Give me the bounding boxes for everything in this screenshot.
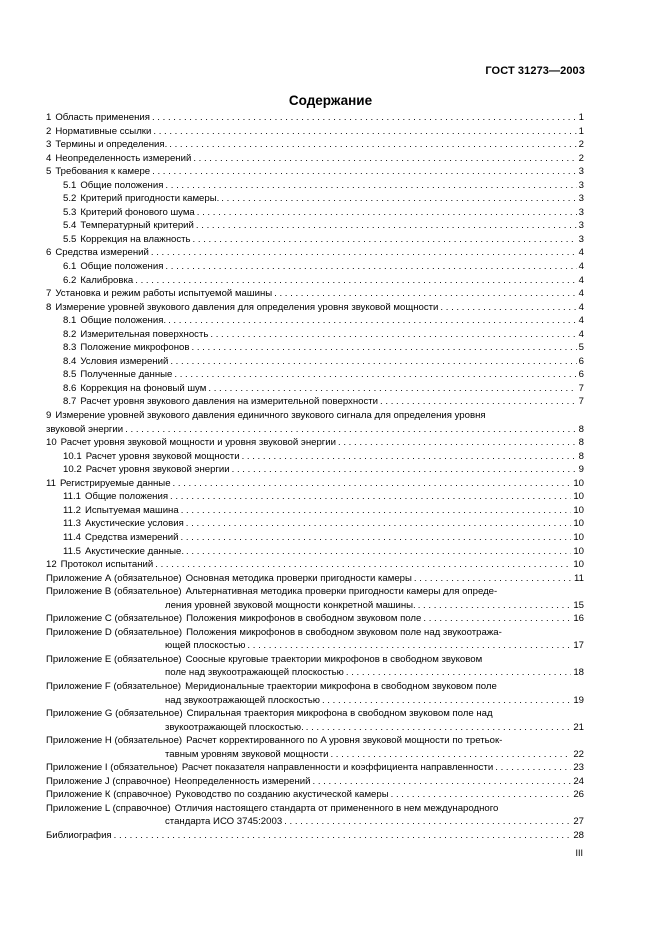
toc-entry-continuation bbox=[46, 666, 584, 680]
table-of-contents bbox=[46, 111, 584, 843]
toc-entry-label: Коррекция на фоновый шум bbox=[80, 382, 207, 394]
toc-entry[interactable] bbox=[46, 125, 584, 139]
toc-entry[interactable] bbox=[46, 775, 584, 789]
toc-entry[interactable] bbox=[46, 341, 584, 355]
toc-entry-label: Расчет показателя направленности и коэффициента направленности bbox=[181, 762, 494, 774]
toc-entry-page: 28 bbox=[573, 829, 584, 841]
toc-entry-number: 10.1 bbox=[63, 450, 82, 462]
toc-entry-label: Критерий пригодности камеры. bbox=[80, 193, 220, 205]
toc-entry-first-line bbox=[46, 802, 584, 816]
toc-entry-prefix: Приложение G (обязательное) bbox=[46, 708, 183, 720]
toc-entry-label: Средства измерений bbox=[84, 531, 179, 543]
toc-entry-number: 8.2 bbox=[63, 328, 77, 340]
toc-entry[interactable] bbox=[46, 355, 584, 369]
toc-entry-page: 2 bbox=[578, 152, 584, 164]
toc-entry-page: 4 bbox=[578, 301, 584, 313]
toc-entry-page: 3 bbox=[578, 179, 584, 191]
toc-entry-continuation bbox=[46, 694, 584, 708]
dot-leader bbox=[170, 355, 576, 369]
toc-entry-label: Расчет уровня звуковой энергии bbox=[85, 464, 230, 476]
toc-entry[interactable] bbox=[46, 111, 584, 125]
toc-entry-label: Регистрируемые данные bbox=[59, 477, 171, 489]
toc-entry[interactable] bbox=[46, 761, 584, 775]
dot-leader bbox=[196, 219, 577, 233]
toc-entry-first-line bbox=[46, 653, 584, 667]
toc-entry-page: 3 bbox=[578, 193, 584, 205]
dot-leader bbox=[210, 328, 576, 342]
dot-leader bbox=[284, 815, 571, 829]
toc-entry-label: Общие положения bbox=[80, 179, 164, 191]
toc-entry-number: 5.1 bbox=[63, 179, 77, 191]
dot-leader bbox=[247, 639, 571, 653]
toc-entry-number: 6.2 bbox=[63, 274, 77, 286]
dot-leader bbox=[495, 761, 571, 775]
toc-entry-label: Расчет уровня звуковой мощности bbox=[85, 450, 240, 462]
dot-leader bbox=[181, 531, 572, 545]
toc-entry-first-line bbox=[46, 409, 584, 423]
dot-leader bbox=[165, 260, 576, 274]
toc-entry-number: 5.2 bbox=[63, 193, 77, 205]
toc-entry-number: 4 bbox=[46, 152, 52, 164]
toc-entry-page: 21 bbox=[573, 721, 584, 733]
toc-entry-page: 3 bbox=[578, 206, 584, 218]
toc-entry-page: 8 bbox=[578, 437, 584, 449]
toc-title: Содержание bbox=[288, 93, 373, 108]
toc-entry-label: Критерий фонового шума bbox=[80, 206, 195, 218]
toc-entry[interactable] bbox=[46, 463, 584, 477]
dot-leader bbox=[169, 138, 576, 152]
toc-entry-page: 6 bbox=[578, 355, 584, 367]
toc-entry[interactable] bbox=[46, 504, 584, 518]
toc-entry-page: 11 bbox=[574, 572, 584, 584]
dot-leader bbox=[155, 558, 571, 572]
toc-entry-number: 8.5 bbox=[63, 369, 77, 381]
toc-entry-number: 11.5 bbox=[63, 545, 81, 557]
toc-entry-number: 5.4 bbox=[63, 220, 77, 232]
toc-entry-page: 16 bbox=[573, 613, 584, 625]
toc-entry-prefix: Приложение F (обязательное) bbox=[46, 680, 182, 692]
toc-entry-first-line bbox=[46, 680, 584, 694]
toc-entry-number: 1 bbox=[46, 112, 52, 123]
dot-leader bbox=[313, 775, 572, 789]
toc-entry-number: 11.2 bbox=[63, 504, 81, 516]
toc-entry-number: 5.5 bbox=[63, 233, 77, 245]
dot-leader bbox=[423, 612, 571, 626]
dot-leader bbox=[151, 246, 577, 260]
standard-id: ГОСТ 31273—2003 bbox=[485, 65, 585, 77]
toc-entry-label: тавным уровням звуковой мощности bbox=[165, 748, 329, 760]
toc-entry-page: 4 bbox=[578, 274, 584, 286]
toc-entry-page: 17 bbox=[573, 640, 584, 652]
toc-entry[interactable] bbox=[46, 626, 584, 653]
dot-leader bbox=[125, 423, 577, 437]
toc-entry[interactable] bbox=[46, 707, 584, 734]
toc-entry-first-line-text: Соосные круговые траектории микрофонов в свободном звуковом bbox=[185, 653, 483, 665]
toc-entry-number: 11.4 bbox=[63, 531, 81, 543]
toc-entry[interactable] bbox=[46, 233, 584, 247]
toc-entry-number: 8.1 bbox=[63, 315, 77, 327]
toc-entry-continuation bbox=[46, 639, 584, 653]
toc-entry-page: 27 bbox=[573, 816, 584, 828]
dot-leader bbox=[232, 463, 577, 477]
toc-entry-prefix: Приложение К (справочное) bbox=[46, 789, 172, 801]
toc-entry-continuation bbox=[46, 599, 584, 613]
page-number: III bbox=[575, 848, 583, 858]
toc-entry-continuation bbox=[46, 748, 584, 762]
toc-entry-page: 3 bbox=[578, 233, 584, 245]
dot-leader bbox=[174, 368, 576, 382]
toc-entry-label: Нормативные ссылки bbox=[55, 125, 152, 137]
toc-entry-first-line-text: Расчет корректированного по A уровня звуковой мощности по третьок- bbox=[186, 735, 503, 747]
toc-entry[interactable] bbox=[46, 517, 584, 531]
toc-entry-continuation bbox=[46, 721, 584, 735]
dot-leader bbox=[391, 788, 572, 802]
toc-entry[interactable] bbox=[46, 138, 584, 152]
toc-entry-label: Положения микрофонов в свободном звуковом поле bbox=[186, 613, 422, 625]
toc-entry-label: Калибровка bbox=[80, 274, 134, 286]
toc-entry-first-line-text: Меридиональные траектории микрофона в свободном звуковом поле bbox=[185, 680, 497, 692]
toc-entry-page: 8 bbox=[578, 423, 584, 435]
dot-leader bbox=[170, 490, 571, 504]
dot-leader bbox=[186, 545, 571, 559]
toc-entry-first-line bbox=[46, 626, 584, 640]
toc-entry[interactable] bbox=[46, 206, 584, 220]
toc-entry[interactable] bbox=[46, 558, 584, 572]
dot-leader bbox=[380, 395, 577, 409]
dot-leader bbox=[208, 382, 576, 396]
toc-entry-page: 5 bbox=[578, 342, 584, 354]
toc-entry-label: Руководство по созданию акустической камеры bbox=[175, 789, 389, 801]
toc-entry-prefix: Приложение С (обязательное) bbox=[46, 613, 183, 625]
toc-entry-first-line-text: Измерение уровней звукового давления единичного звукового сигнала для определения уровня bbox=[55, 410, 486, 422]
toc-entry[interactable] bbox=[46, 585, 584, 612]
toc-entry-number: 8.7 bbox=[63, 396, 77, 408]
toc-entry-label: Измерительная поверхность bbox=[80, 328, 209, 340]
dot-leader bbox=[173, 477, 572, 491]
toc-entry-label: Область применения bbox=[55, 112, 150, 123]
toc-entry-page: 10 bbox=[573, 518, 584, 530]
toc-entry[interactable] bbox=[46, 219, 584, 233]
toc-entry-page: 7 bbox=[578, 382, 584, 394]
toc-entry[interactable] bbox=[46, 179, 584, 193]
toc-entry-label: Температурный критерий bbox=[80, 220, 194, 232]
dot-leader bbox=[440, 301, 576, 315]
toc-entry[interactable] bbox=[46, 653, 584, 680]
toc-entry-page: 10 bbox=[573, 491, 584, 503]
dot-leader bbox=[192, 341, 577, 355]
toc-entry-label: Расчет уровня звуковой мощности и уровня звуковой энергии bbox=[60, 437, 337, 449]
dot-leader bbox=[197, 206, 577, 220]
toc-entry-page: 8 bbox=[578, 450, 584, 462]
toc-entry-number: 9 bbox=[46, 410, 52, 422]
toc-entry-number: 2 bbox=[46, 125, 52, 137]
toc-entry-first-line-text: Отличия настоящего стандарта от примененного в нем международного bbox=[174, 802, 499, 814]
toc-entry-page: 7 bbox=[578, 396, 584, 408]
toc-entry-label: Неопределенность измерений bbox=[174, 775, 311, 787]
dot-leader bbox=[152, 111, 577, 125]
toc-entry[interactable] bbox=[46, 477, 584, 491]
toc-entry-page: 15 bbox=[573, 599, 584, 611]
toc-entry-first-line bbox=[46, 585, 584, 599]
toc-entry-page: 3 bbox=[578, 166, 584, 178]
toc-entry-label: Средства измерений bbox=[55, 247, 149, 259]
toc-entry[interactable] bbox=[46, 829, 584, 843]
toc-entry-page: 10 bbox=[573, 531, 584, 543]
toc-entry-number: 6.1 bbox=[63, 261, 77, 273]
toc-entry-label: Основная методика проверки пригодности камеры bbox=[185, 572, 412, 584]
toc-entry-page: 26 bbox=[573, 789, 584, 801]
dot-leader bbox=[306, 721, 572, 735]
toc-entry[interactable] bbox=[46, 314, 584, 328]
toc-entry[interactable] bbox=[46, 531, 584, 545]
dot-leader bbox=[418, 599, 572, 613]
toc-entry-label: Требования к камере bbox=[55, 166, 151, 178]
toc-entry[interactable] bbox=[46, 328, 584, 342]
toc-entry-first-line bbox=[46, 734, 584, 748]
toc-entry-label: Установка и режим работы испытуемой машины bbox=[55, 288, 273, 300]
toc-entry[interactable] bbox=[46, 409, 584, 436]
toc-entry-page: 4 bbox=[578, 261, 584, 273]
toc-entry-label: Измерение уровней звукового давления для определения уровня звуковой мощности bbox=[55, 301, 439, 313]
toc-entry-prefix: Приложение Н (обязательное) bbox=[46, 735, 183, 747]
dot-leader bbox=[193, 152, 576, 166]
toc-entry-number: 11.1 bbox=[63, 491, 81, 503]
dot-leader bbox=[242, 450, 577, 464]
toc-entry-label: Условия измерений bbox=[80, 355, 169, 367]
toc-entry-number: 3 bbox=[46, 139, 52, 151]
dot-leader bbox=[152, 165, 577, 179]
toc-entry-label: Акустические данные. bbox=[84, 545, 185, 557]
toc-entry-continuation bbox=[46, 423, 584, 437]
toc-entry-first-line bbox=[46, 707, 584, 721]
toc-entry-label: Термины и определения. bbox=[55, 139, 168, 151]
toc-entry-label: Коррекция на влажность bbox=[80, 233, 191, 245]
dot-leader bbox=[168, 314, 577, 328]
toc-entry[interactable] bbox=[46, 165, 584, 179]
toc-entry-label: Расчет уровня звукового давления на измерительной поверхности bbox=[80, 396, 379, 408]
toc-entry-page: 10 bbox=[573, 559, 584, 571]
toc-entry[interactable] bbox=[46, 802, 584, 829]
toc-entry-number: 5 bbox=[46, 166, 52, 178]
toc-entry-page: 19 bbox=[573, 694, 584, 706]
toc-entry-page: 6 bbox=[578, 369, 584, 381]
toc-entry-page: 4 bbox=[578, 247, 584, 259]
toc-entry[interactable] bbox=[46, 260, 584, 274]
toc-entry-number: 5.3 bbox=[63, 206, 77, 218]
toc-entry-page: 9 bbox=[578, 464, 584, 476]
dot-leader bbox=[330, 748, 571, 762]
toc-entry-number: 8.6 bbox=[63, 382, 77, 394]
toc-entry[interactable] bbox=[46, 788, 584, 802]
toc-entry-continuation bbox=[46, 815, 584, 829]
toc-entry-page: 10 bbox=[573, 545, 584, 557]
toc-entry-page: 10 bbox=[573, 504, 584, 516]
toc-entry-page: 22 bbox=[573, 748, 584, 760]
toc-entry-number: 6 bbox=[46, 247, 52, 259]
dot-leader bbox=[135, 274, 576, 288]
toc-entry-number: 7 bbox=[46, 288, 52, 300]
toc-entry-label: Общие положения bbox=[84, 491, 169, 503]
toc-entry-label: ления уровней звуковой мощности конкретной машины. bbox=[165, 599, 416, 611]
toc-entry-page: 10 bbox=[573, 477, 584, 489]
toc-entry-page: 4 bbox=[578, 328, 584, 340]
toc-entry-label: звуковой энергии bbox=[46, 423, 124, 435]
toc-entry-label: ющей плоскостью bbox=[165, 640, 246, 652]
toc-entry-first-line-text: Спиральная траектория микрофона в свободном звуковом поле над bbox=[186, 708, 493, 720]
toc-entry[interactable] bbox=[46, 572, 584, 586]
toc-entry-first-line-text: Положения микрофонов в свободном звуковом поле над звукоотража- bbox=[186, 626, 502, 638]
toc-entry[interactable] bbox=[46, 301, 584, 315]
toc-entry[interactable] bbox=[46, 246, 584, 260]
toc-entry[interactable] bbox=[46, 395, 584, 409]
toc-entry-page: 1 bbox=[578, 125, 584, 137]
toc-entry-number: 10 bbox=[46, 437, 57, 449]
toc-entry-label: Положение микрофонов bbox=[80, 342, 190, 354]
dot-leader bbox=[186, 517, 572, 531]
toc-entry-label: поле над звукоотражающей плоскостью bbox=[165, 667, 344, 679]
toc-entry-label: Акустические условия bbox=[84, 518, 184, 530]
dot-leader bbox=[346, 666, 571, 680]
toc-entry-label: над звукоотражающей плоскостью bbox=[165, 694, 320, 706]
toc-entry-page: 4 bbox=[578, 288, 584, 300]
dot-leader bbox=[153, 125, 576, 139]
toc-entry[interactable] bbox=[46, 436, 584, 450]
toc-entry-prefix: Приложение D (обязательное) bbox=[46, 626, 183, 638]
dot-leader bbox=[414, 572, 572, 586]
dot-leader bbox=[274, 287, 577, 301]
toc-entry[interactable] bbox=[46, 612, 584, 626]
toc-entry-label: звукоотражающей плоскостью. bbox=[165, 721, 304, 733]
toc-entry-page: 1 bbox=[578, 112, 584, 123]
toc-entry[interactable] bbox=[46, 274, 584, 288]
toc-entry-label: Общие положения bbox=[80, 261, 164, 273]
toc-entry-prefix: Приложение I (обязательное) bbox=[46, 762, 178, 774]
toc-entry-label: Протокол испытаний bbox=[60, 559, 154, 571]
toc-entry-first-line-text: Альтернативная методика проверки пригодности камеры для опреде- bbox=[185, 586, 498, 598]
toc-entry-page: 3 bbox=[578, 220, 584, 232]
toc-entry-label: Неопределенность измерений bbox=[55, 152, 192, 164]
dot-leader bbox=[114, 829, 572, 843]
toc-entry-number: 12 bbox=[46, 559, 57, 571]
toc-entry-prefix: Приложение В (обязательное) bbox=[46, 586, 182, 598]
toc-entry-label: Полученные данные bbox=[80, 369, 173, 381]
toc-entry-prefix: Приложение А (обязательное) bbox=[46, 572, 182, 584]
toc-entry-prefix: Приложение L (справочное) bbox=[46, 802, 171, 814]
toc-entry-page: 4 bbox=[578, 315, 584, 327]
toc-entry-number: 10.2 bbox=[63, 464, 82, 476]
toc-entry-page: 2 bbox=[578, 139, 584, 151]
toc-entry-number: 11 bbox=[46, 477, 56, 489]
toc-entry[interactable] bbox=[46, 490, 584, 504]
toc-entry-page: 18 bbox=[573, 667, 584, 679]
toc-entry[interactable] bbox=[46, 450, 584, 464]
toc-entry[interactable] bbox=[46, 680, 584, 707]
toc-entry-number: 8 bbox=[46, 301, 52, 313]
toc-entry-number: 8.4 bbox=[63, 355, 77, 367]
toc-entry-label: Библиография bbox=[46, 829, 112, 841]
dot-leader bbox=[322, 694, 571, 708]
toc-entry[interactable] bbox=[46, 152, 584, 166]
toc-entry-prefix: Приложение Е (обязательное) bbox=[46, 653, 182, 665]
dot-leader bbox=[221, 192, 576, 206]
toc-entry-page: 24 bbox=[573, 775, 584, 787]
toc-entry-label: Общие положения. bbox=[80, 315, 167, 327]
toc-entry-number: 8.3 bbox=[63, 342, 77, 354]
dot-leader bbox=[181, 504, 572, 518]
toc-entry-page: 23 bbox=[573, 762, 584, 774]
toc-entry[interactable] bbox=[46, 734, 584, 761]
toc-entry[interactable] bbox=[46, 192, 584, 206]
toc-entry-label: Испытуемая машина bbox=[84, 504, 179, 516]
toc-entry-prefix: Приложение J (справочное) bbox=[46, 775, 171, 787]
toc-entry[interactable] bbox=[46, 545, 584, 559]
dot-leader bbox=[338, 436, 577, 450]
toc-entry[interactable] bbox=[46, 382, 584, 396]
toc-entry-number: 11.3 bbox=[63, 518, 81, 530]
toc-entry[interactable] bbox=[46, 287, 584, 301]
dot-leader bbox=[165, 179, 576, 193]
dot-leader bbox=[193, 233, 577, 247]
toc-entry-label: стандарта ИСО 3745:2003 bbox=[165, 816, 283, 828]
toc-entry[interactable] bbox=[46, 368, 584, 382]
